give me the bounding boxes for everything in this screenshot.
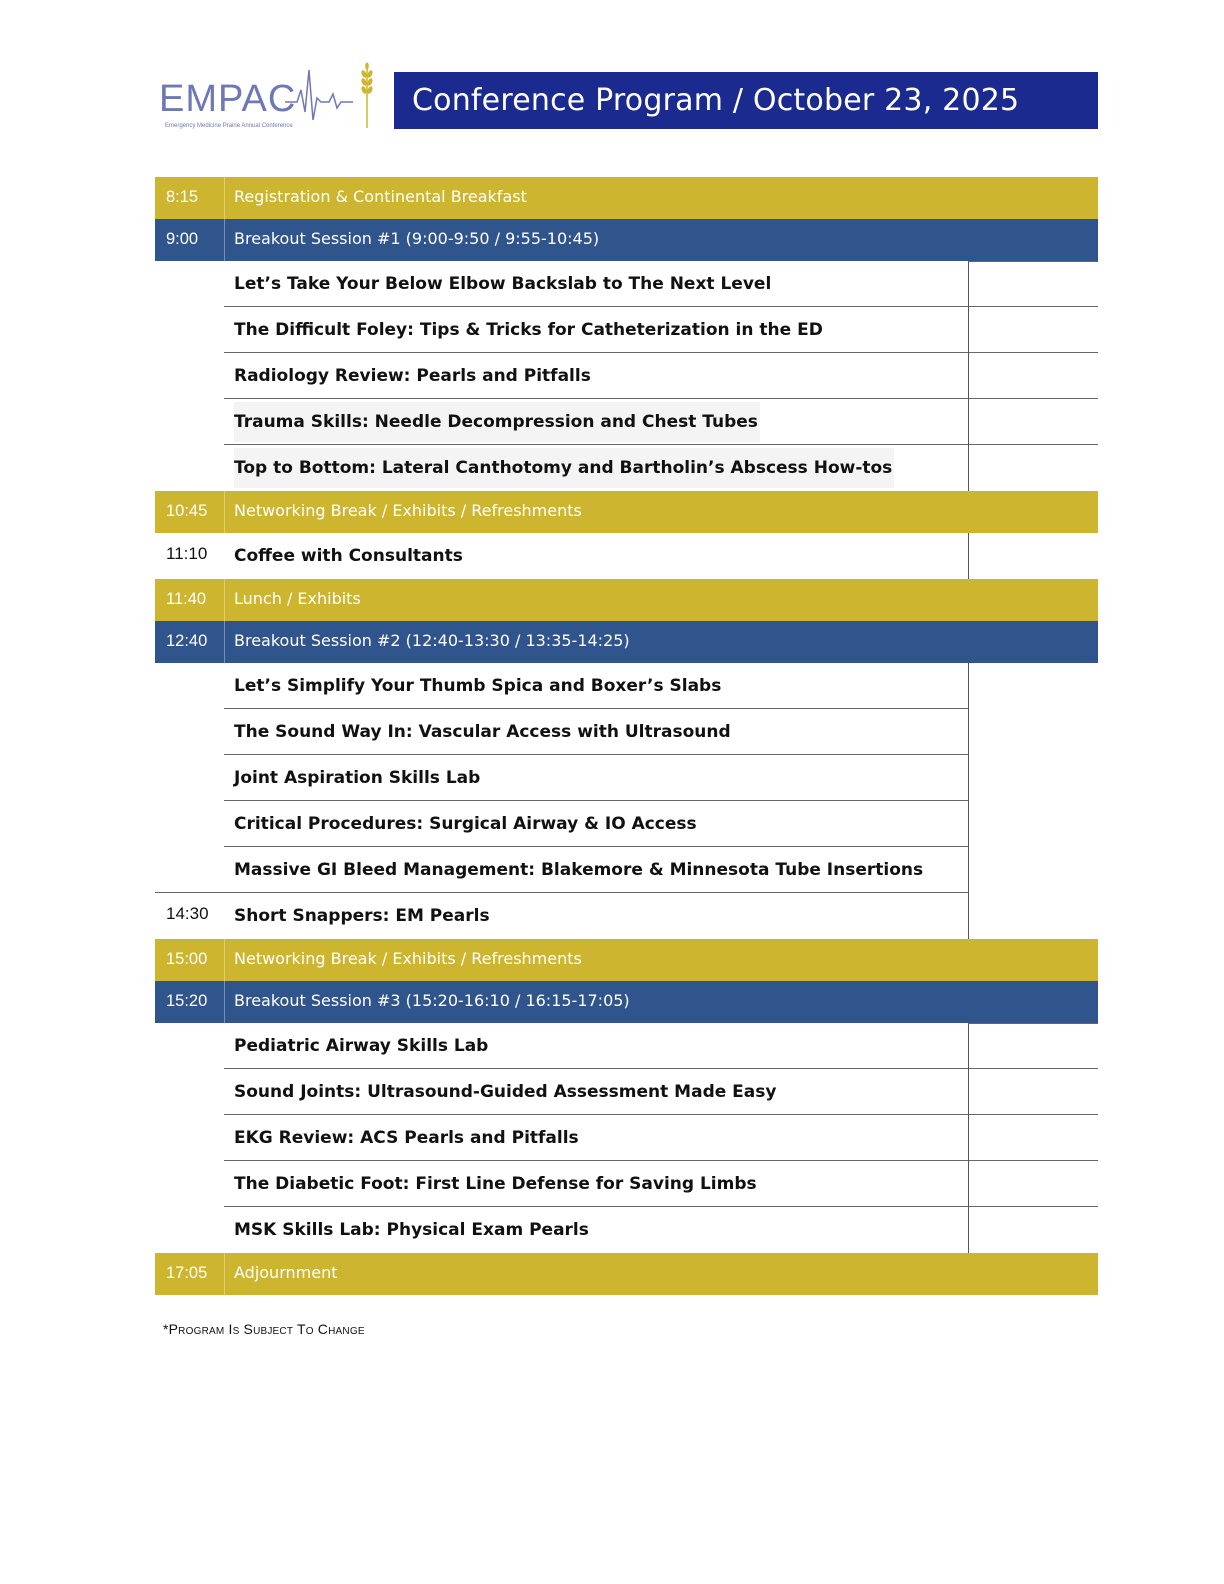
session-row [155, 1115, 1098, 1161]
schedule-band [155, 939, 1098, 981]
session-title: Pediatric Airway Skills Lab [234, 1036, 489, 1056]
band-time: 15:20 [166, 992, 208, 1010]
column-divider [968, 533, 969, 579]
band-time: 15:00 [166, 950, 208, 968]
header [155, 60, 1098, 132]
band-time: 12:40 [166, 632, 208, 650]
band-time: 8:15 [166, 188, 199, 206]
band-label: Lunch / Exhibits [234, 589, 361, 608]
column-divider [968, 1161, 969, 1207]
session-row [155, 709, 1098, 755]
band-divider [224, 621, 225, 663]
band-divider [224, 177, 225, 219]
session-row [155, 663, 1098, 709]
column-divider [968, 399, 969, 445]
band-time: 17:05 [166, 1264, 208, 1282]
schedule-band [155, 579, 1098, 621]
band-time: 10:45 [166, 502, 208, 520]
session-row [155, 1207, 1098, 1253]
band-label: Networking Break / Exhibits / Refreshments [234, 949, 582, 968]
session-title: Coffee with Consultants [234, 546, 463, 566]
column-divider [968, 709, 969, 755]
schedule-band [155, 1253, 1098, 1295]
session-row [155, 893, 1098, 939]
session-title: Trauma Skills: Needle Decompression and Chest Tubes [234, 402, 760, 442]
session-row [155, 1069, 1098, 1115]
session-title: Top to Bottom: Lateral Canthotomy and Bartholin’s Abscess How-tos [234, 448, 894, 488]
session-title: The Difficult Foley: Tips & Tricks for Catheterization in the ED [234, 320, 823, 340]
session-time: 14:30 [166, 904, 209, 923]
row-divider [968, 261, 1098, 262]
column-divider [968, 1023, 969, 1069]
band-divider [224, 219, 225, 261]
band-label: Breakout Session #3 (15:20-16:10 / 16:15-17:05) [234, 991, 630, 1010]
column-divider [968, 755, 969, 801]
session-row [155, 533, 1098, 579]
band-divider [224, 939, 225, 981]
session-row [155, 445, 1098, 491]
session-header-band [155, 219, 1098, 261]
title-banner [394, 72, 1098, 129]
column-divider [968, 353, 969, 399]
row-divider [968, 1023, 1098, 1024]
session-title: Joint Aspiration Skills Lab [234, 768, 481, 788]
session-row [155, 353, 1098, 399]
session-title: The Sound Way In: Vascular Access with Ultrasound [234, 722, 731, 742]
column-divider [968, 261, 969, 307]
session-header-band [155, 621, 1098, 663]
column-divider [968, 1069, 969, 1115]
session-title: EKG Review: ACS Pearls and Pitfalls [234, 1128, 579, 1148]
page-title: Conference Program / October 23, 2025 [412, 83, 1020, 118]
session-row [155, 1023, 1098, 1069]
session-row [155, 801, 1098, 847]
band-divider [224, 491, 225, 533]
session-row [155, 399, 1098, 445]
column-divider [968, 801, 969, 847]
session-row [155, 307, 1098, 353]
column-divider [968, 1207, 969, 1253]
session-title: Radiology Review: Pearls and Pitfalls [234, 366, 591, 386]
logo-subtitle: Emergency Medicine Prairie Annual Conference [165, 123, 293, 129]
band-label: Registration & Continental Breakfast [234, 187, 527, 206]
empac-logo [155, 60, 387, 132]
band-divider [224, 1253, 225, 1295]
session-title: The Diabetic Foot: First Line Defense for Saving Limbs [234, 1174, 757, 1194]
logo-text: EMPAC [159, 78, 297, 120]
session-row [155, 755, 1098, 801]
schedule-band [155, 177, 1098, 219]
footnote: *Program Is Subject To Change [163, 1321, 365, 1337]
session-title: Critical Procedures: Surgical Airway & IO Access [234, 814, 697, 834]
band-label: Networking Break / Exhibits / Refreshments [234, 501, 582, 520]
session-row [155, 1161, 1098, 1207]
session-title: Let’s Take Your Below Elbow Backslab to The Next Level [234, 274, 772, 294]
session-title: Massive GI Bleed Management: Blakemore & Minnesota Tube Insertions [234, 860, 924, 880]
column-divider [968, 893, 969, 939]
column-divider [968, 847, 969, 893]
band-time: 9:00 [166, 230, 199, 248]
session-row [155, 261, 1098, 307]
band-label: Breakout Session #2 (12:40-13:30 / 13:35-14:25) [234, 631, 630, 650]
session-row [155, 847, 1098, 893]
band-divider [224, 579, 225, 621]
band-divider [224, 981, 225, 1023]
band-label: Adjournment [234, 1263, 338, 1282]
column-divider [968, 1115, 969, 1161]
session-title: Sound Joints: Ultrasound-Guided Assessment Made Easy [234, 1082, 777, 1102]
column-divider [968, 307, 969, 353]
heartbeat-wheat-icon [285, 60, 385, 132]
schedule-table [155, 177, 1098, 1295]
session-header-band [155, 981, 1098, 1023]
column-divider [968, 445, 969, 491]
session-title: MSK Skills Lab: Physical Exam Pearls [234, 1220, 589, 1240]
session-title: Let’s Simplify Your Thumb Spica and Boxer’s Slabs [234, 676, 722, 696]
band-time: 11:40 [166, 590, 207, 608]
session-title: Short Snappers: EM Pearls [234, 906, 490, 926]
column-divider [968, 663, 969, 709]
session-time: 11:10 [166, 544, 208, 563]
schedule-band [155, 491, 1098, 533]
band-label: Breakout Session #1 (9:00-9:50 / 9:55-10:45) [234, 229, 600, 248]
